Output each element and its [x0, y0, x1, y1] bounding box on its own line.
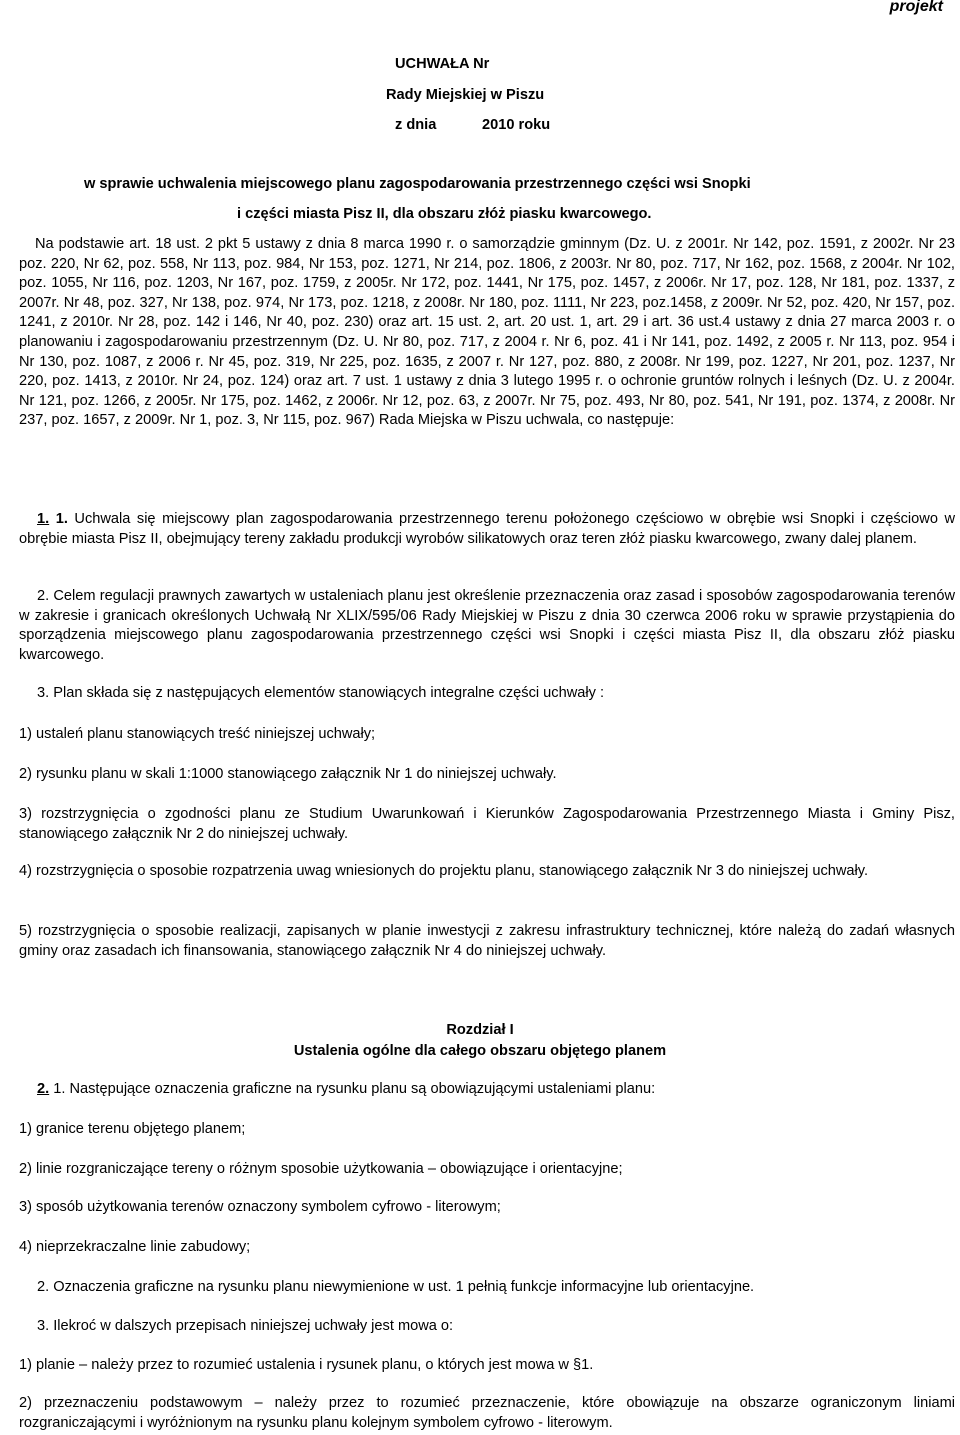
section-2-paragraph-1: [37, 1080, 655, 1100]
list-item: 1) granice terenu objętego planem;: [19, 1121, 246, 1137]
section-1-marker: 1.: [37, 511, 50, 527]
list-item: 3) rozstrzygnięcia o zgodności planu ze Studium Uwarunkowań i Kierunków Zagospodarowania Przestrzennego Miasta i Gminy Pisz, stanowiącego załącznik Nr 2 do niniejszej uchwały.: [19, 806, 955, 842]
section-2-paragraph-2: 2. Oznaczenia graficzne na rysunku planu niewymienione w ust. 1 pełnią funkcje informacyjne lub orientacyjne.: [37, 1279, 755, 1295]
list-item: 1) ustaleń planu stanowiących treść niniejszej uchwały;: [19, 726, 376, 742]
section-2-marker: 2.: [37, 1081, 50, 1097]
subject-line-1: w sprawie uchwalenia miejscowego planu zagospodarowania przestrzennego części wsi Snopki: [84, 176, 751, 192]
list-item: 5) rozstrzygnięcia o sposobie realizacji, zapisanych w planie inwestycji z zakresu infrastruktury technicznej, które należą do zadań własnych gminy oraz zasadach ich finansowania, stanowiącego załącznik Nr 4 do niniejszej uchwały.: [19, 923, 955, 959]
definition-2: 2) przeznaczeniu podstawowym – należy przez to rozumieć przeznaczenie, które obowiązuje na obszarze ograniczonym liniami rozgraniczającymi i wyróżnionym na rysunku planu kolejnym symbolem cyfrowo - literowym.: [19, 1395, 955, 1431]
section-1-paragraph-2: 2. Celem regulacji prawnych zawartych w ustaleniach planu jest określenie przeznaczenia oraz zasad i sposobów zagospodarowania terenów w zakresie i granicach określonych Uchwałą Nr XLIX/595/06 Rady Miejskiej w Piszu z dnia 30 czerwca 2006 roku w sprawie przystąpienia do sporządzenia miejscowego planu zagospodarowania przestrzennego części wsi Snopki i części miasta Pisz II, dla obszaru złóż piasku kwarcowego.: [19, 588, 955, 663]
section-1-p1-text: Uchwala się miejscowy plan zagospodarowania przestrzennego terenu położonego częściowo w obrębie wsi Snopki i częściowo w obrębie miasta Pisz II, obejmujący tereny zakładu produkcji wyrobów silikatowych oraz teren złóż piasku kwarcowego, zwany dalej planem.: [19, 511, 956, 547]
council-name: Rady Miejskiej w Piszu: [386, 87, 545, 103]
preamble: Na podstawie art. 18 ust. 2 pkt 5 ustawy z dnia 8 marca 1990 r. o samorządzie gminnym (Dz. U. z 2001r. Nr 142, poz. 1591, z 2002r. Nr 23 poz. 220, Nr 62, poz. 558, Nr 113, poz. 984, Nr 153, poz. 1271, Nr 214, poz. 1806, z 2003r. Nr 80, poz. 717, Nr 162, poz. 1568, z 2004r. Nr 102, poz. 1055, Nr 116, poz. 1203, Nr 167, poz. 1759, z 2005r. Nr 172, poz. 1441, Nr 175, poz. 1457, z 2006r. Nr 17, poz. 128, Nr 181, poz. 1337, z 2007r. Nr 48, poz. 327, Nr 138, poz. 974, Nr 173, poz. 1218, z 2008r. Nr 180, poz. 1111, Nr 223, poz.1458, z 2009r. Nr 52, poz. 420, Nr 157, poz. 1241, z 2010r. Nr 28, poz. 142 i 146, Nr 40, poz. 230) oraz art. 15 ust. 2, art. 20 ust. 1, art. 29 i art. 36 ust.4 ustawy z dnia 27 marca 2003 r. o planowaniu i zagospodarowaniu przestrzennym (Dz. U. Nr 80, poz. 717, z 2004 r. Nr 6, poz. 41 i Nr 141, poz. 1492, z 2005 r. Nr 113, poz. 954 i Nr 130, poz. 1087, z 2006 r. Nr 45, poz. 319, Nr 225, poz. 1635, z 2007 r. Nr 127, poz. 880, z 2008r. Nr 199, poz. 1227, Nr 201, poz. 1237, Nr 220, poz. 1413, z 2010r. Nr 24, poz. 124) oraz art. 7 ust. 1 ustawy z dnia 3 lutego 1995 r. o ochronie gruntów rolnych i leśnych (Dz. U. z 2004r. Nr 121, poz. 1266, z 2005r. Nr 175, poz. 1462, z 2006r. Nr 12, poz. 63, z 2007r. Nr 75, poz. 493, Nr 80, poz. 541, Nr 191, poz. 1374, z 2008r. Nr 237, poz. 1657, z 2009r. Nr 1, poz. 3, Nr 115, poz. 967) Rada Miejska w Piszu uchwala, co następuje:: [19, 236, 955, 429]
section-2-p1-text: 1. Następujące oznaczenia graficzne na rysunku planu są obowiązującymi ustaleniami planu:: [53, 1081, 656, 1097]
list-item: 3) sposób użytkowania terenów oznaczony symbolem cyfrowo - literowym;: [19, 1199, 501, 1215]
section-1-p1-number: 1.: [55, 511, 68, 527]
subject-line-2: i części miasta Pisz II, dla obszaru złóż piasku kwarcowego.: [237, 206, 652, 222]
date-year: 2010 roku: [482, 117, 551, 133]
chapter-title: Rozdział I: [446, 1022, 514, 1038]
resolution-number: UCHWAŁA Nr: [395, 56, 490, 72]
list-item: 2) linie rozgraniczające tereny o różnym sposobie użytkowania – obowiązujące i orientacyjne;: [19, 1161, 623, 1177]
list-item: 2) rysunku planu w skali 1:1000 stanowiącego załącznik Nr 1 do niniejszej uchwały.: [19, 766, 557, 782]
section-2-paragraph-3: 3. Ilekroć w dalszych przepisach niniejszej uchwały jest mowa o:: [37, 1318, 454, 1334]
list-item: 4) rozstrzygnięcia o sposobie rozpatrzenia uwag wniesionych do projektu planu, stanowiącego załącznik Nr 3 do niniejszej uchwały.: [19, 863, 869, 879]
status-label: projekt: [889, 0, 943, 15]
list-item: 4) nieprzekraczalne linie zabudowy;: [19, 1239, 251, 1255]
section-1-paragraph-3: 3. Plan składa się z następujących elementów stanowiących integralne części uchwały :: [37, 685, 605, 701]
date-prefix: z dnia: [395, 117, 437, 133]
section-1-paragraph-1: [19, 510, 955, 549]
chapter-subtitle: Ustalenia ogólne dla całego obszaru objętego planem: [293, 1043, 667, 1059]
definition-1: 1) planie – należy przez to rozumieć ustalenia i rysunek planu, o których jest mowa w §1.: [19, 1357, 594, 1373]
